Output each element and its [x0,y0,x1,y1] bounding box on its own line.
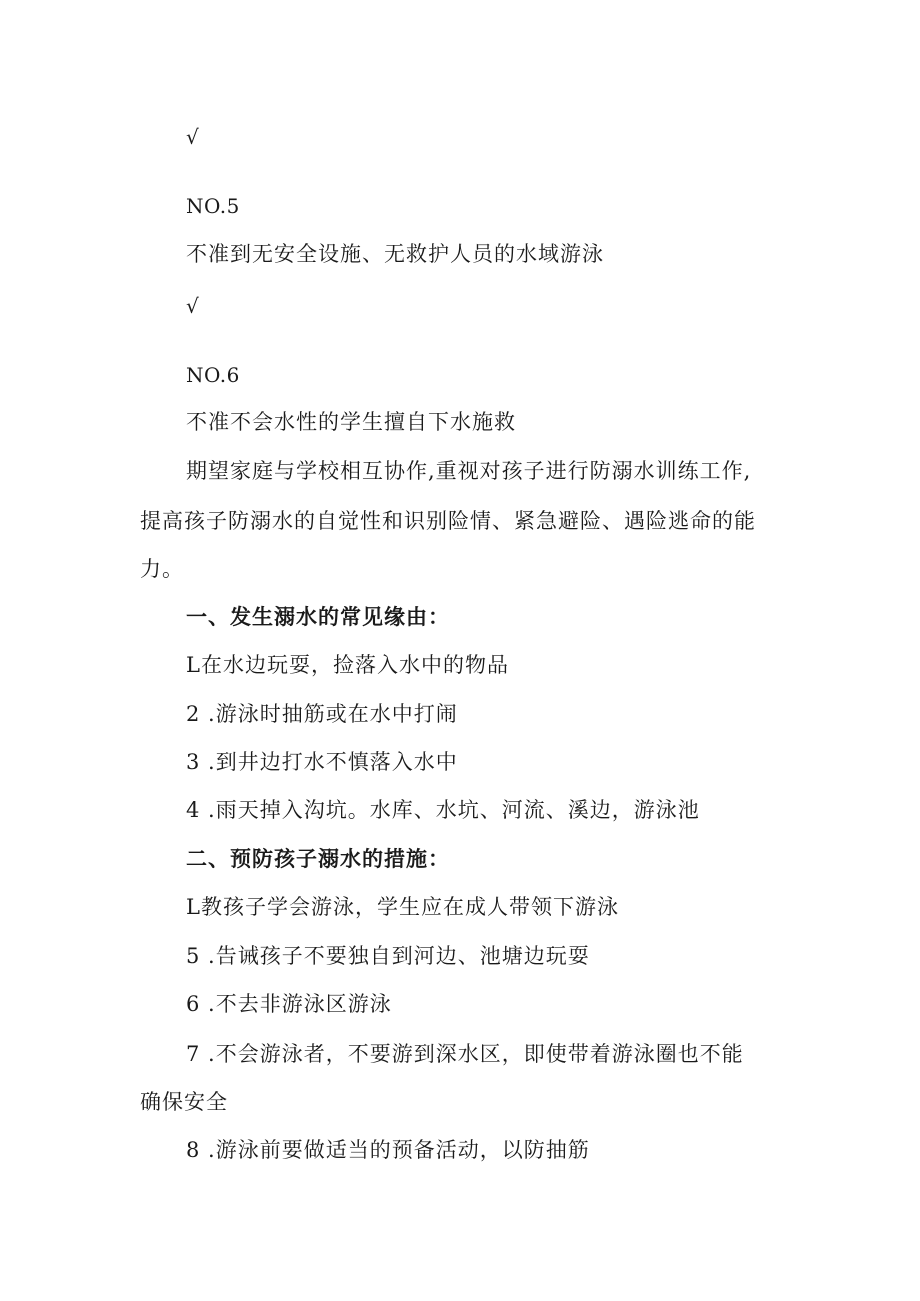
check-mark: √ [186,294,200,318]
intro-paragraph-line: 提高孩子防溺水的自觉性和识别险情、紧急避险、遇险逃命的能 [140,509,756,533]
list-item: 6 .不去非游泳区游泳 [186,992,392,1016]
section-heading: 二、预防孩子溺水的措施： [186,847,450,871]
list-item: L在水边玩耍，捡落入水中的物品 [186,653,509,677]
rule-number: NO.5 [186,194,240,218]
rule-text: 不准到无安全设施、无救护人员的水域游泳 [186,242,604,266]
list-item: 2 .游泳时抽筋或在水中打闹 [186,702,458,726]
intro-paragraph-line: 力。 [140,557,184,581]
list-item: 3 .到井边打水不慎落入水中 [186,750,458,774]
check-mark: √ [186,125,200,149]
list-item: 8 .游泳前要做适当的预备活动，以防抽筋 [186,1138,590,1162]
intro-paragraph-line: 期望家庭与学校相互协作,重视对孩子进行防溺水训练工作, [186,459,752,483]
list-item: 5 .告诫孩子不要独自到河边、池塘边玩耍 [186,944,590,968]
list-item: 4 .雨天掉入沟坑。水库、水坑、河流、溪边，游泳池 [186,798,700,822]
list-item: L教孩子学会游泳，学生应在成人带领下游泳 [186,895,619,919]
rule-number: NO.6 [186,363,240,387]
rule-text: 不准不会水性的学生擅自下水施救 [186,410,516,434]
list-item: 7 .不会游泳者，不要游到深水区，即使带着游泳圈也不能 [186,1042,744,1066]
section-heading: 一、发生溺水的常见缘由： [186,605,450,629]
list-item-continuation: 确保安全 [140,1090,228,1114]
